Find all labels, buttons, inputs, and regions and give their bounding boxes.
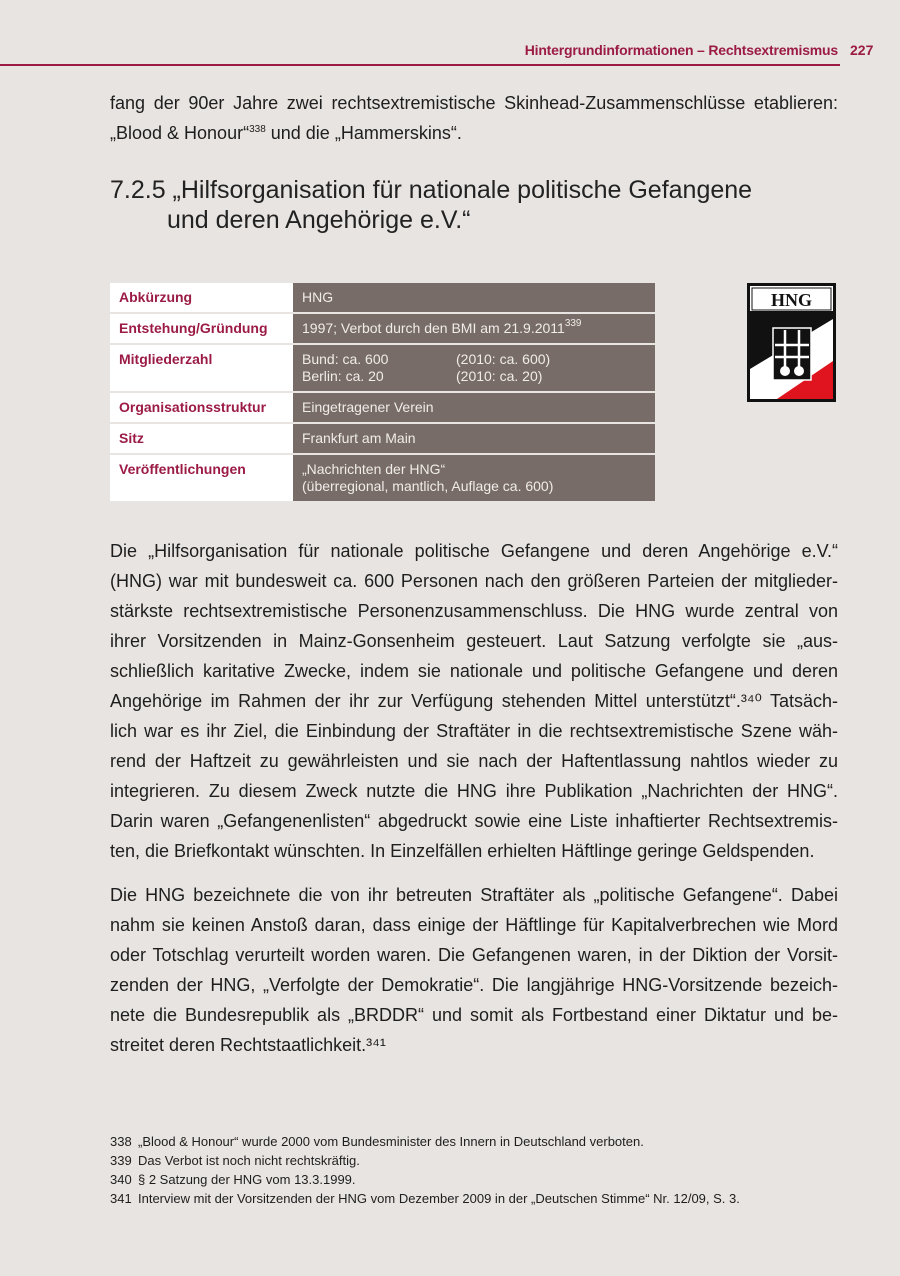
hng-logo [747, 283, 836, 402]
intro-text: und die „Hammerskins“. [265, 123, 462, 143]
footnote-text: § 2 Satzung der HNG vom 13.3.1999. [138, 1172, 356, 1187]
paragraph-line: lich war es ihr Ziel, die Einbindung der Straftäter in die rechtsextremistische Szene wäh- [110, 721, 838, 741]
table-row [110, 454, 655, 502]
members-berlin: Berlin: ca. 20 [302, 368, 384, 384]
table-row [110, 344, 655, 392]
row-label: Mitgliederzahl [110, 344, 293, 392]
body-paragraph [110, 536, 838, 866]
table-row [110, 283, 655, 313]
table-row [110, 423, 655, 454]
paragraph-line: nahm sie keinen Anstoß daran, dass einige der Häftlinge für Kapitalverbrechen wie Mord [110, 915, 838, 935]
members-bund-prev: (2010: ca. 600) [456, 351, 551, 367]
row-value: HNG [293, 283, 655, 313]
members-berlin-prev: (2010: ca. 20) [456, 368, 543, 384]
footnote-text: Interview mit der Vorsitzenden der HNG vom Dezember 2009 in der „Deutschen Stimme“ Nr. 12/09, S. 3. [138, 1191, 740, 1206]
footnote [110, 1151, 740, 1170]
row-label: Veröffentlichungen [110, 454, 293, 502]
pub-line: „Nachrichten der HNG“ [302, 461, 446, 477]
header-title: Hintergrundinformationen – Rechtsextremismus [524, 42, 838, 58]
intro-paragraph [110, 88, 838, 148]
paragraph-line: Darin waren „Gefangenenlisten“ abgedruckt sowie eine Liste inhaftierter Rechtsextremis- [110, 811, 838, 831]
paragraph-line: ihrer Vorsitzenden in Mainz-Gonsenheim gesteuert. Laut Satzung verfolgte sie „aus- [110, 631, 838, 651]
footnote-number: 339 [110, 1153, 132, 1168]
footnotes [110, 1132, 740, 1208]
table-row [110, 392, 655, 423]
intro-line: fang der 90er Jahre zwei rechtsextremistische Skinhead-Zusammenschlüsse etablieren: [110, 93, 838, 113]
paragraph-line: schließlich karitative Zwecke, indem sie nationale und politische Gefangene und deren [110, 661, 838, 681]
paragraph-line: streitet deren Rechtstaatlichkeit.³⁴¹ [110, 1035, 386, 1055]
section-heading [110, 175, 752, 235]
intro-line [110, 118, 838, 148]
paragraph-line: stärkste rechtsextremistische Personenzusammenschluss. Die HNG wurde zentral von [110, 601, 838, 621]
svg-text:HNG: HNG [770, 290, 813, 310]
footnote-number: 340 [110, 1172, 132, 1187]
paragraph-line: Angehörige im Rahmen der ihr zur Verfügung stehenden Mittel unterstützt“.³⁴⁰ Tatsäch- [110, 691, 838, 711]
footnote [110, 1132, 740, 1151]
paragraph-line: oder Totschlag verurteilt worden waren. Die Gefangenen waren, in der Diktion der Vorsit- [110, 945, 838, 965]
body-paragraph [110, 880, 838, 1060]
founded-text: 1997; Verbot durch den BMI am 21.9.2011 [302, 320, 565, 336]
row-value: Eingetragener Verein [293, 392, 655, 423]
paragraph-line: ten, die Briefkontakt wünschten. In Einzelfällen erhielten Häftlinge geringe Geldspenden. [110, 841, 815, 861]
row-value [293, 344, 655, 392]
paragraph-line: Die HNG bezeichnete die von ihr betreuten Straftäter als „politische Gefangene“. Dabei [110, 885, 838, 905]
page-number: 227 [850, 42, 874, 58]
row-value: Frankfurt am Main [293, 423, 655, 454]
table-row [110, 313, 655, 344]
paragraph-line: rend der Haftzeit zu gewährleisten und sie nach der Haftentlassung nahtlos wieder zu [110, 751, 838, 771]
intro-text: „Blood & Honour“ [110, 123, 250, 143]
heading-line: und deren Angehörige e.V.“ [167, 206, 471, 234]
footnote-text: Das Verbot ist noch nicht rechtskräftig. [138, 1153, 360, 1168]
heading-line: 7.2.5 „Hilfsorganisation für nationale politische Gefangene [110, 176, 753, 204]
footnote [110, 1170, 740, 1189]
paragraph-line: Die „Hilfsorganisation für nationale politische Gefangene und deren Angehörige e.V.“ [110, 541, 838, 561]
paragraph-line: nete die Bundesrepublik als „BRDDR“ und somit als Fortbestand einer Diktatur und be- [110, 1005, 838, 1025]
row-value [293, 454, 655, 502]
row-label: Entstehung/Gründung [110, 313, 293, 344]
footnote-number: 341 [110, 1191, 132, 1206]
footnote-text: „Blood & Honour“ wurde 2000 vom Bundesminister des Innern in Deutschland verboten. [138, 1134, 644, 1149]
footnote-ref: 338 [249, 124, 266, 135]
footnote-number: 338 [110, 1134, 132, 1149]
row-label: Abkürzung [110, 283, 293, 313]
row-label: Organisationsstruktur [110, 392, 293, 423]
row-value [293, 313, 655, 344]
paragraph-line: integrieren. Zu diesem Zweck nutzte die HNG ihre Publikation „Nachrichten der HNG“. [110, 781, 838, 801]
paragraph-line: zenden der HNG, „Verfolgte der Demokratie“. Die langjährige HNG-Vorsitzende bezeich- [110, 975, 838, 995]
running-header [0, 40, 840, 66]
footnote-ref: 339 [564, 318, 582, 329]
pub-line: (überregional, mantlich, Auflage ca. 600) [302, 478, 554, 494]
members-bund: Bund: ca. 600 [302, 351, 389, 367]
profile-table [110, 283, 655, 503]
footnote [110, 1189, 740, 1208]
row-label: Sitz [110, 423, 293, 454]
paragraph-line: (HNG) war mit bundesweit ca. 600 Personen nach den größeren Parteien der mitglieder- [110, 571, 838, 591]
